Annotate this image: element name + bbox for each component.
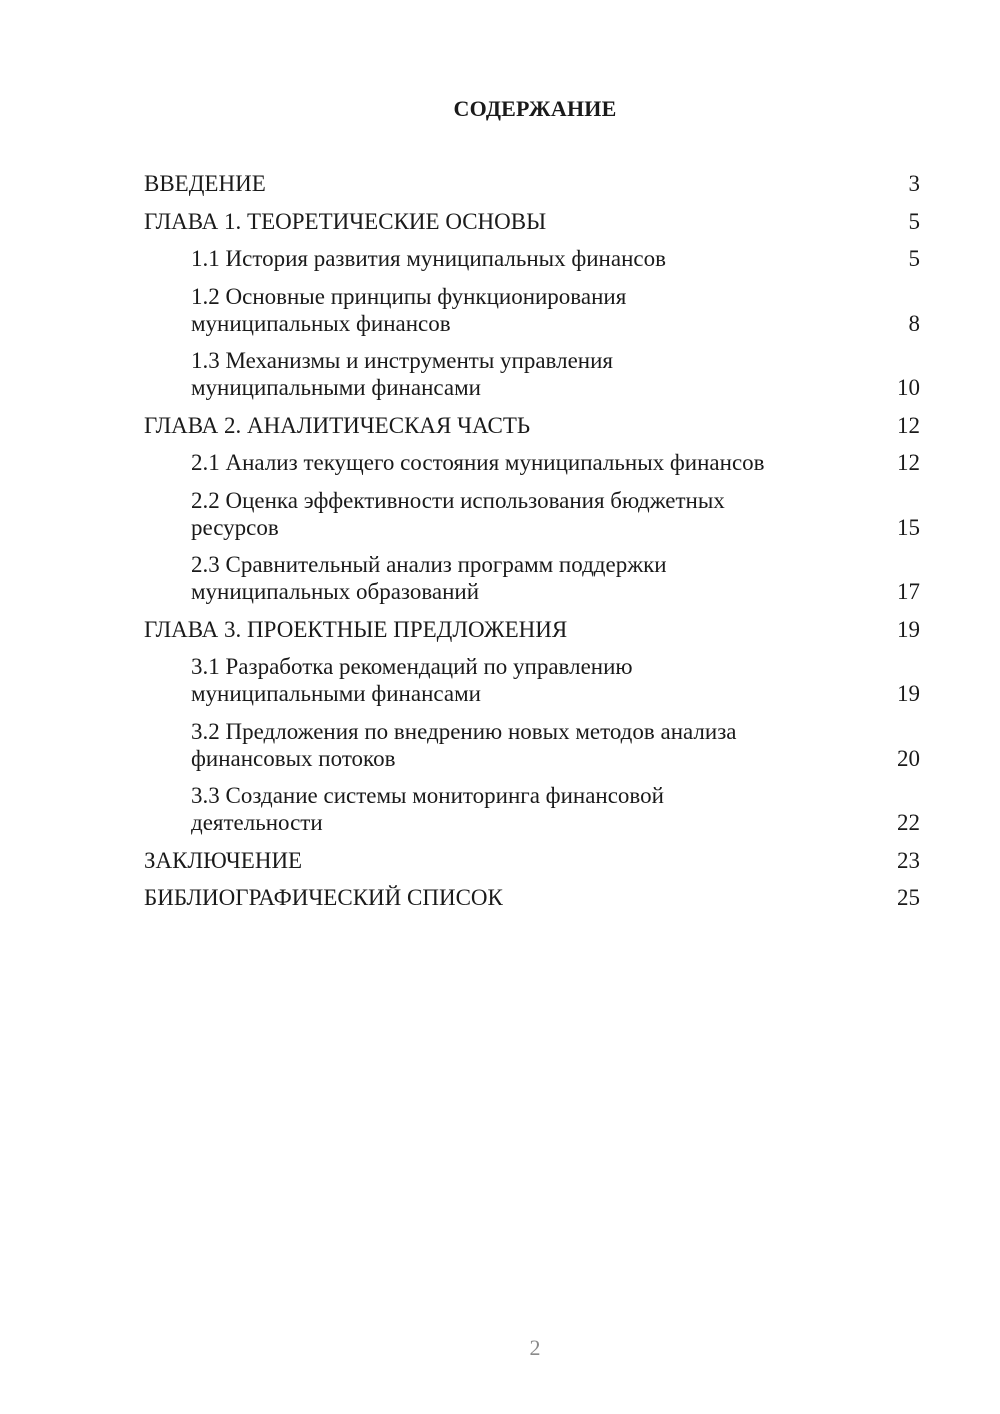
toc-entry-line: БИБЛИОГРАФИЧЕСКИЙ СПИСОК	[144, 885, 503, 910]
toc-entry-page: 8	[908, 310, 920, 336]
toc-entry-line: ГЛАВА 1. ТЕОРЕТИЧЕСКИЕ ОСНОВЫ	[144, 208, 547, 234]
toc-entry-line: финансовых потоков	[191, 745, 396, 771]
toc-entry-label	[144, 412, 920, 439]
toc-entry-page: 17	[897, 579, 920, 604]
toc-entry-line: 3.1 Разработка рекомендаций по управлению	[191, 654, 633, 679]
toc-entry-line: деятельности	[191, 810, 323, 835]
toc-entry-page: 12	[897, 412, 920, 438]
toc-entry-page: 22	[897, 810, 920, 835]
toc-section-entry[interactable]	[144, 283, 920, 337]
toc-entry-line: ГЛАВА 2. АНАЛИТИЧЕСКАЯ ЧАСТЬ	[144, 412, 531, 438]
toc-entry-label	[191, 551, 920, 605]
toc-entry-line: муниципальными финансами	[191, 681, 481, 706]
toc-entry-line: ЗАКЛЮЧЕНИЕ	[144, 847, 303, 873]
toc-chapter-entry[interactable]	[144, 884, 920, 911]
toc-section-entry[interactable]	[144, 487, 920, 541]
toc-chapter-entry[interactable]	[144, 412, 920, 439]
toc-entry-line: муниципальных финансов	[191, 310, 451, 336]
toc-section-entry[interactable]	[144, 718, 920, 772]
toc-entry-line: муниципальных образований	[191, 579, 480, 604]
toc-section-entry[interactable]	[144, 653, 920, 707]
toc-entry-page: 19	[897, 616, 920, 642]
toc-chapter-entry[interactable]	[144, 208, 920, 235]
table-of-contents	[144, 170, 920, 922]
toc-section-entry[interactable]	[144, 782, 920, 836]
toc-entry-page: 19	[897, 681, 920, 706]
toc-entry-label	[144, 616, 920, 643]
toc-entry-label	[191, 449, 920, 476]
toc-entry-label	[191, 653, 920, 707]
toc-entry-line: 2.1 Анализ текущего состояния муниципальных финансов	[191, 450, 765, 475]
toc-entry-page: 15	[897, 514, 920, 540]
toc-chapter-entry[interactable]	[144, 847, 920, 874]
toc-chapter-entry[interactable]	[144, 616, 920, 643]
toc-entry-line: 3.2 Предложения по внедрению новых методов анализа	[191, 718, 737, 744]
page-number: 2	[529, 1335, 541, 1360]
toc-entry-line: 2.2 Оценка эффективности использования бюджетных	[191, 487, 725, 513]
toc-entry-line: 1.1 История развития муниципальных финансов	[191, 246, 666, 271]
toc-entry-label	[191, 347, 920, 401]
toc-entry-label	[191, 283, 920, 337]
toc-entry-label	[191, 487, 920, 541]
toc-entry-line: ГЛАВА 3. ПРОЕКТНЫЕ ПРЕДЛОЖЕНИЯ	[144, 616, 568, 642]
toc-section-entry[interactable]	[144, 551, 920, 605]
toc-entry-label	[144, 208, 920, 235]
toc-entry-page: 5	[908, 208, 920, 234]
toc-entry-page: 25	[897, 885, 920, 910]
toc-entry-line: 2.3 Сравнительный анализ программ поддержки	[191, 552, 667, 577]
toc-entry-page: 20	[897, 745, 920, 771]
toc-entry-label	[144, 847, 920, 874]
toc-section-entry[interactable]	[144, 449, 920, 476]
toc-entry-page: 23	[897, 847, 920, 873]
toc-entry-page: 10	[897, 375, 920, 400]
toc-entry-label	[191, 718, 920, 772]
toc-entry-line: муниципальными финансами	[191, 375, 481, 400]
toc-entry-label	[144, 884, 920, 911]
toc-entry-page: 3	[908, 171, 920, 196]
toc-entry-label	[191, 245, 920, 272]
toc-entry-page: 12	[897, 450, 920, 475]
toc-entry-line: 1.3 Механизмы и инструменты управления	[191, 348, 613, 373]
toc-entry-page: 5	[908, 246, 920, 271]
toc-entry-line: ВВЕДЕНИЕ	[144, 171, 266, 196]
page-title: СОДЕРЖАНИЕ	[453, 96, 617, 121]
toc-entry-line: 3.3 Создание системы мониторинга финансовой	[191, 783, 664, 808]
toc-entry-line: 1.2 Основные принципы функционирования	[191, 283, 627, 309]
toc-entry-line: ресурсов	[191, 514, 279, 540]
toc-section-entry[interactable]	[144, 245, 920, 272]
toc-entry-label	[144, 170, 920, 197]
toc-section-entry[interactable]	[144, 347, 920, 401]
toc-chapter-entry[interactable]	[144, 170, 920, 197]
toc-entry-label	[191, 782, 920, 836]
